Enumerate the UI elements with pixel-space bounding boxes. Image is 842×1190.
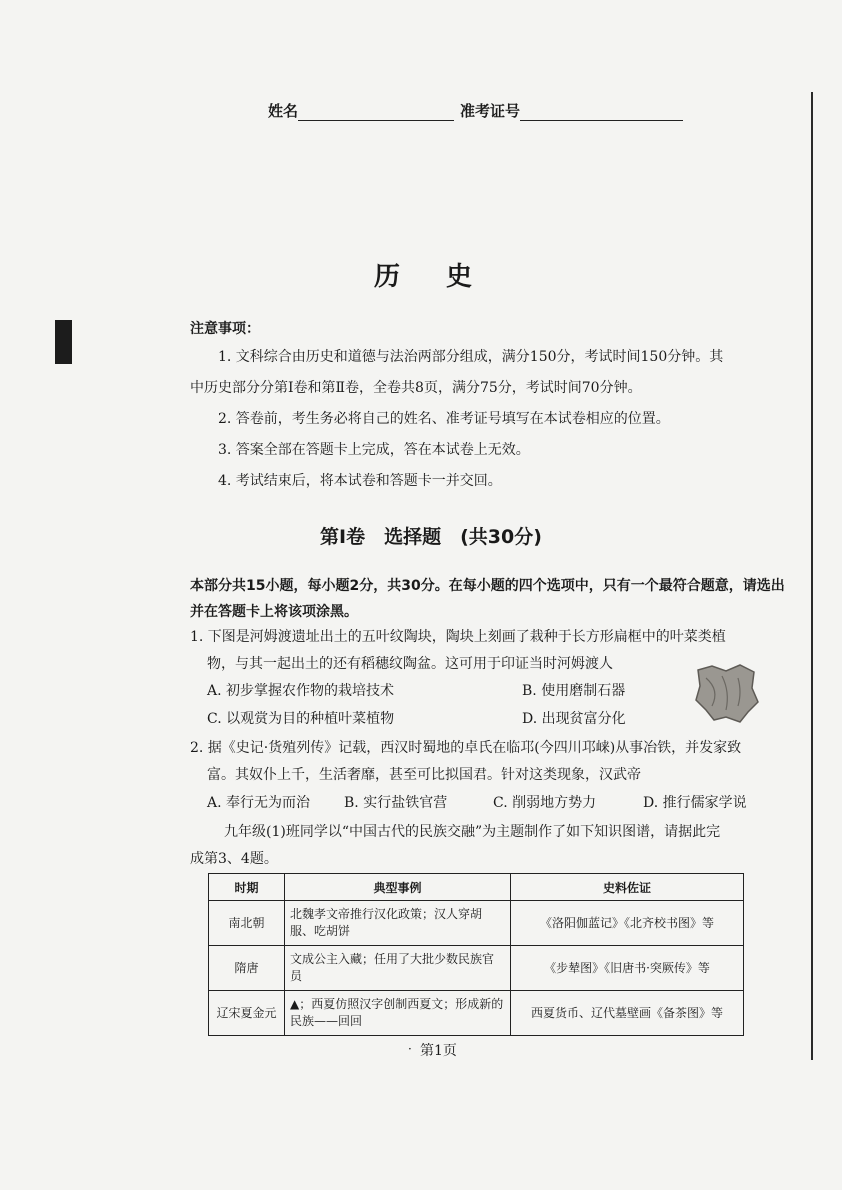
questions-3-4-intro — [190, 819, 790, 873]
period-cell: 隋唐 — [209, 946, 285, 991]
question-2-line: 2. 据《史记·货殖列传》记载，西汉时蜀地的卓氏在临邛(今四川邛崃)从事冶铁，并发家致 — [190, 740, 742, 756]
question-1-line: 1. 下图是河姆渡遗址出土的五叶纹陶块，陶块上刻画了栽种于长方形扁框中的叶菜类植 — [190, 629, 726, 645]
table-row — [209, 946, 744, 991]
option-b[interactable]: B. 使用磨制石器 — [522, 683, 626, 699]
candidate-fields — [268, 100, 683, 121]
option-b[interactable]: B. 实行盐铁官营 — [344, 795, 448, 811]
question-2 — [190, 735, 790, 789]
period-cell: 辽宋夏金元 — [209, 991, 285, 1036]
name-blank[interactable] — [298, 104, 454, 121]
id-label: 准考证号 — [460, 102, 521, 120]
column-header: 典型事例 — [285, 874, 511, 901]
footer-dot: · — [408, 1042, 412, 1056]
column-header: 时期 — [209, 874, 285, 901]
notice-item: 4. 考试结束后，将本试卷和答题卡一并交回。 — [218, 473, 502, 489]
option-d[interactable]: D. 推行儒家学说 — [643, 795, 747, 811]
question-2-line: 富。其奴仆上千，生活奢靡，甚至可比拟国君。针对这类现象，汉武帝 — [207, 767, 641, 783]
evidence-cell: 西夏货币、辽代墓壁画《备茶图》等 — [511, 991, 744, 1036]
scan-mark — [55, 320, 72, 364]
section-title: 第Ⅰ卷 选择题 (共30分) — [320, 526, 542, 548]
page-title: 历史 — [373, 262, 518, 292]
notice-item: 中历史部分分第Ⅰ卷和第Ⅱ卷，全卷共8页，满分75分，考试时间70分钟。 — [190, 380, 642, 396]
table-row — [209, 991, 744, 1036]
notice-list — [190, 342, 780, 497]
period-cell: 南北朝 — [209, 901, 285, 946]
option-a[interactable]: A. 初步掌握农作物的栽培技术 — [207, 683, 395, 699]
id-blank[interactable] — [520, 104, 683, 121]
events-cell: 文成公主入藏；任用了大批少数民族官员 — [285, 946, 511, 991]
binding-rule — [811, 92, 813, 1060]
notice-item: 1. 文科综合由历史和道德与法治两部分组成，满分150分，考试时间150分钟。其 — [218, 349, 724, 365]
intro-line: 成第3、4题。 — [190, 851, 278, 867]
notice-heading: 注意事项： — [190, 321, 260, 337]
section-intro: 本部分共15小题，每小题2分，共30分。在每小题的四个选项中，只有一个最符合题意，请选出并在答题卡上将该项涂黑。 — [190, 578, 785, 620]
events-cell: ▲；西夏仿照汉字创制西夏文；形成新的民族——回回 — [285, 991, 511, 1036]
intro-line: 九年级(1)班同学以“中国古代的民族交融”为主题制作了如下知识图谱，请据此完 — [224, 824, 721, 840]
notice-item: 3. 答案全部在答题卡上完成，答在本试卷上无效。 — [218, 442, 530, 458]
option-a[interactable]: A. 奉行无为而治 — [207, 795, 311, 811]
table-row — [209, 901, 744, 946]
notice-item: 2. 答卷前，考生务必将自己的姓名、准考证号填写在本试卷相应的位置。 — [218, 411, 670, 427]
pottery-shard-image — [692, 662, 760, 724]
page-number: 第1页 — [420, 1043, 457, 1059]
option-c[interactable]: C. 削弱地方势力 — [493, 795, 597, 811]
question-1-line: 物，与其一起出土的还有稻穗纹陶盆。这可用于印证当时河姆渡人 — [207, 656, 613, 672]
events-cell: 北魏孝文帝推行汉化政策；汉人穿胡服、吃胡饼 — [285, 901, 511, 946]
name-label: 姓名 — [268, 102, 299, 120]
column-header: 史料佐证 — [511, 874, 744, 901]
knowledge-table — [208, 873, 744, 1036]
evidence-cell: 《步辇图》《旧唐书·突厥传》等 — [511, 946, 744, 991]
option-d[interactable]: D. 出现贫富分化 — [522, 711, 626, 727]
evidence-cell: 《洛阳伽蓝记》《北齐校书图》等 — [511, 901, 744, 946]
table-header-row — [209, 874, 744, 901]
option-c[interactable]: C. 以观赏为目的种植叶菜植物 — [207, 711, 395, 727]
